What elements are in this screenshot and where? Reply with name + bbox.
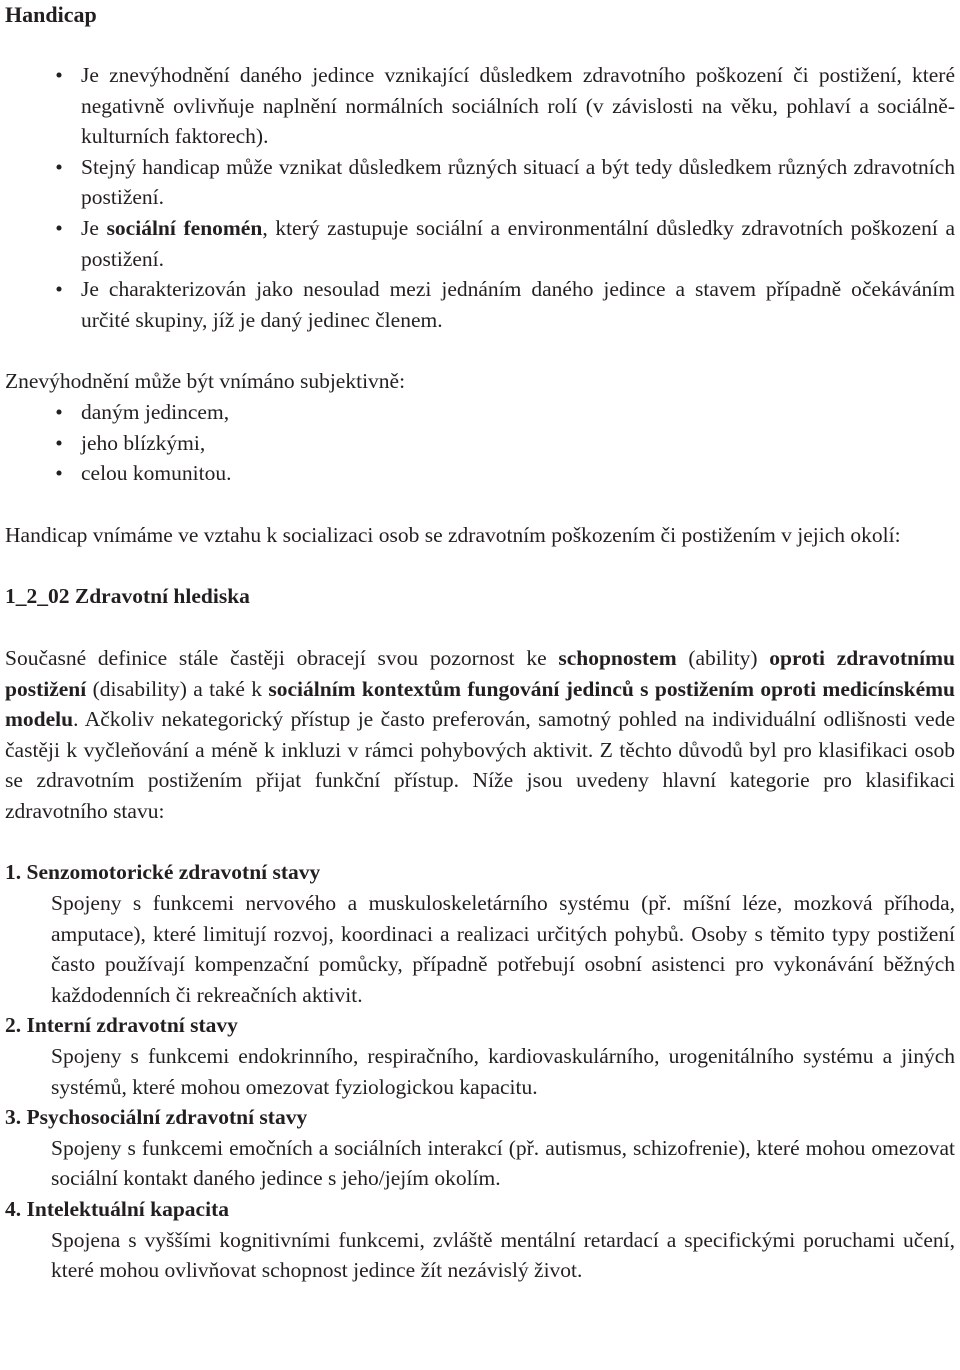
paragraph-bold: oproti zdravotnímu postižení	[5, 645, 955, 701]
bullet-text: daným jedincem,	[81, 399, 230, 424]
bullet-icon: •	[55, 63, 63, 87]
category-item	[5, 1102, 955, 1194]
category-text: Spojeny s funkcemi emočních a sociálních interakcí (př. autismus, schizofrenie), které mohou omezovat sociální kontakt daného jedince s jeho/jejím okolím.	[51, 1135, 955, 1191]
category-text: Spojeny s funkcemi nervového a muskuloskeletárního systému (př. míšní léze, mozková příhoda, amputace), které limitují rozvoj, koordinaci a realizaci určitých pohybů. Osoby s těmito typy postižení často používají kompenzační pomůcky, případně potřebují osobní asistenci pro vykonávání běžných každodenních či rekreačních aktivit.	[51, 891, 955, 1007]
bullet-text: jeho blízkými,	[81, 430, 206, 455]
category-text: Spojena s vyššími kognitivními funkcemi, zvláště mentální retardací a specifickými poruchami učení, které mohou ovlivňovat schopnost jedince žít nezávislý život.	[51, 1227, 955, 1283]
perception-intro: Znevýhodnění může být vnímáno subjektivně:	[5, 369, 406, 394]
list-item	[5, 458, 955, 489]
list-item	[5, 274, 955, 335]
paragraph-bold: schopnostem	[558, 645, 677, 670]
perception-list	[5, 397, 955, 489]
spacer	[5, 30, 955, 60]
spacer	[5, 550, 955, 581]
category-heading: 2. Interní zdravotní stavy	[5, 1013, 238, 1038]
bullet-icon: •	[55, 154, 63, 179]
category-item	[5, 1194, 955, 1286]
bullet-text-bold: sociální fenomén	[106, 215, 263, 240]
category-list	[5, 857, 955, 1285]
bullet-icon: •	[55, 399, 63, 424]
paragraph-text: (ability)	[676, 645, 770, 670]
spacer	[5, 612, 955, 643]
bullet-icon: •	[55, 430, 63, 455]
bullet-text-part: Je	[81, 215, 107, 240]
list-item	[5, 397, 955, 428]
category-text: Spojeny s funkcemi endokrinního, respiračního, kardiovaskulárního, urogenitálního systému a jiných systémů, které mohou omezovat fyziologickou kapacitu.	[51, 1044, 955, 1099]
intro-bullet-list	[5, 60, 955, 335]
section-title: 1_2_02 Zdravotní hlediska	[5, 584, 250, 609]
spacer	[5, 826, 955, 857]
context-paragraph: Handicap vnímáme ve vztahu k socializaci osob se zdravotním poškozením či postižením v jejich okolí:	[5, 522, 901, 547]
bullet-text: Stejný handicap může vznikat důsledkem různých situací a být tedy důsledkem různých zdravotních postižení.	[81, 154, 955, 210]
list-item	[5, 213, 955, 274]
paragraph-text: (disability) a také k	[86, 676, 269, 701]
bullet-text-part: , který zastupuje sociální a environmentální důsledky zdravotních poškození a postižení.	[81, 215, 955, 271]
paragraph-text: Současné definice stále častěji obracejí svou pozornost ke	[5, 645, 559, 670]
spacer	[5, 489, 955, 520]
document-page	[5, 0, 955, 1286]
bullet-icon: •	[55, 215, 63, 240]
bullet-icon: •	[55, 277, 63, 302]
paragraph-bold: sociálním kontextům fungování jedinců s postižením oproti medicínskému modelu	[5, 676, 955, 732]
bullet-text: Je znevýhodnění daného jedince vznikající důsledkem zdravotního poškození či postižení, které negativně ovlivňuje naplnění normálních sociálních rolí (v závislosti na věku, pohlaví a sociálně-kulturních faktorech).	[81, 63, 955, 149]
category-heading: 1. Senzomotorické zdravotní stavy	[5, 860, 321, 885]
list-item	[5, 60, 955, 152]
page-title: Handicap	[5, 2, 97, 27]
bullet-icon: •	[55, 461, 63, 486]
paragraph-text: . Ačkoliv nekategorický přístup je často preferován, samotný pohled na individuální odlišnosti vede častěji k vyčleňování a méně k inkluzi v rámci pohybových aktivit. Z těchto důvodů byl pro klasifikaci osob se zdravotním postižením přijat funkční přístup. Níže jsou uvedeny hlavní kategorie pro klasifikaci zdravotního stavu:	[5, 707, 955, 823]
category-item	[5, 1010, 955, 1102]
list-item	[5, 428, 955, 459]
category-item	[5, 857, 955, 1010]
bullet-text: celou komunitou.	[81, 461, 232, 486]
spacer	[5, 335, 955, 366]
bullet-text: Je charakterizován jako nesoulad mezi jednáním daného jedince a stavem případně očekáváním určité skupiny, jíž je daný jedinec členem.	[81, 277, 955, 332]
list-item	[5, 152, 955, 213]
category-heading: 3. Psychosociální zdravotní stavy	[5, 1105, 308, 1130]
category-heading: 4. Intelektuální kapacita	[5, 1197, 229, 1221]
definition-paragraph	[5, 643, 955, 827]
